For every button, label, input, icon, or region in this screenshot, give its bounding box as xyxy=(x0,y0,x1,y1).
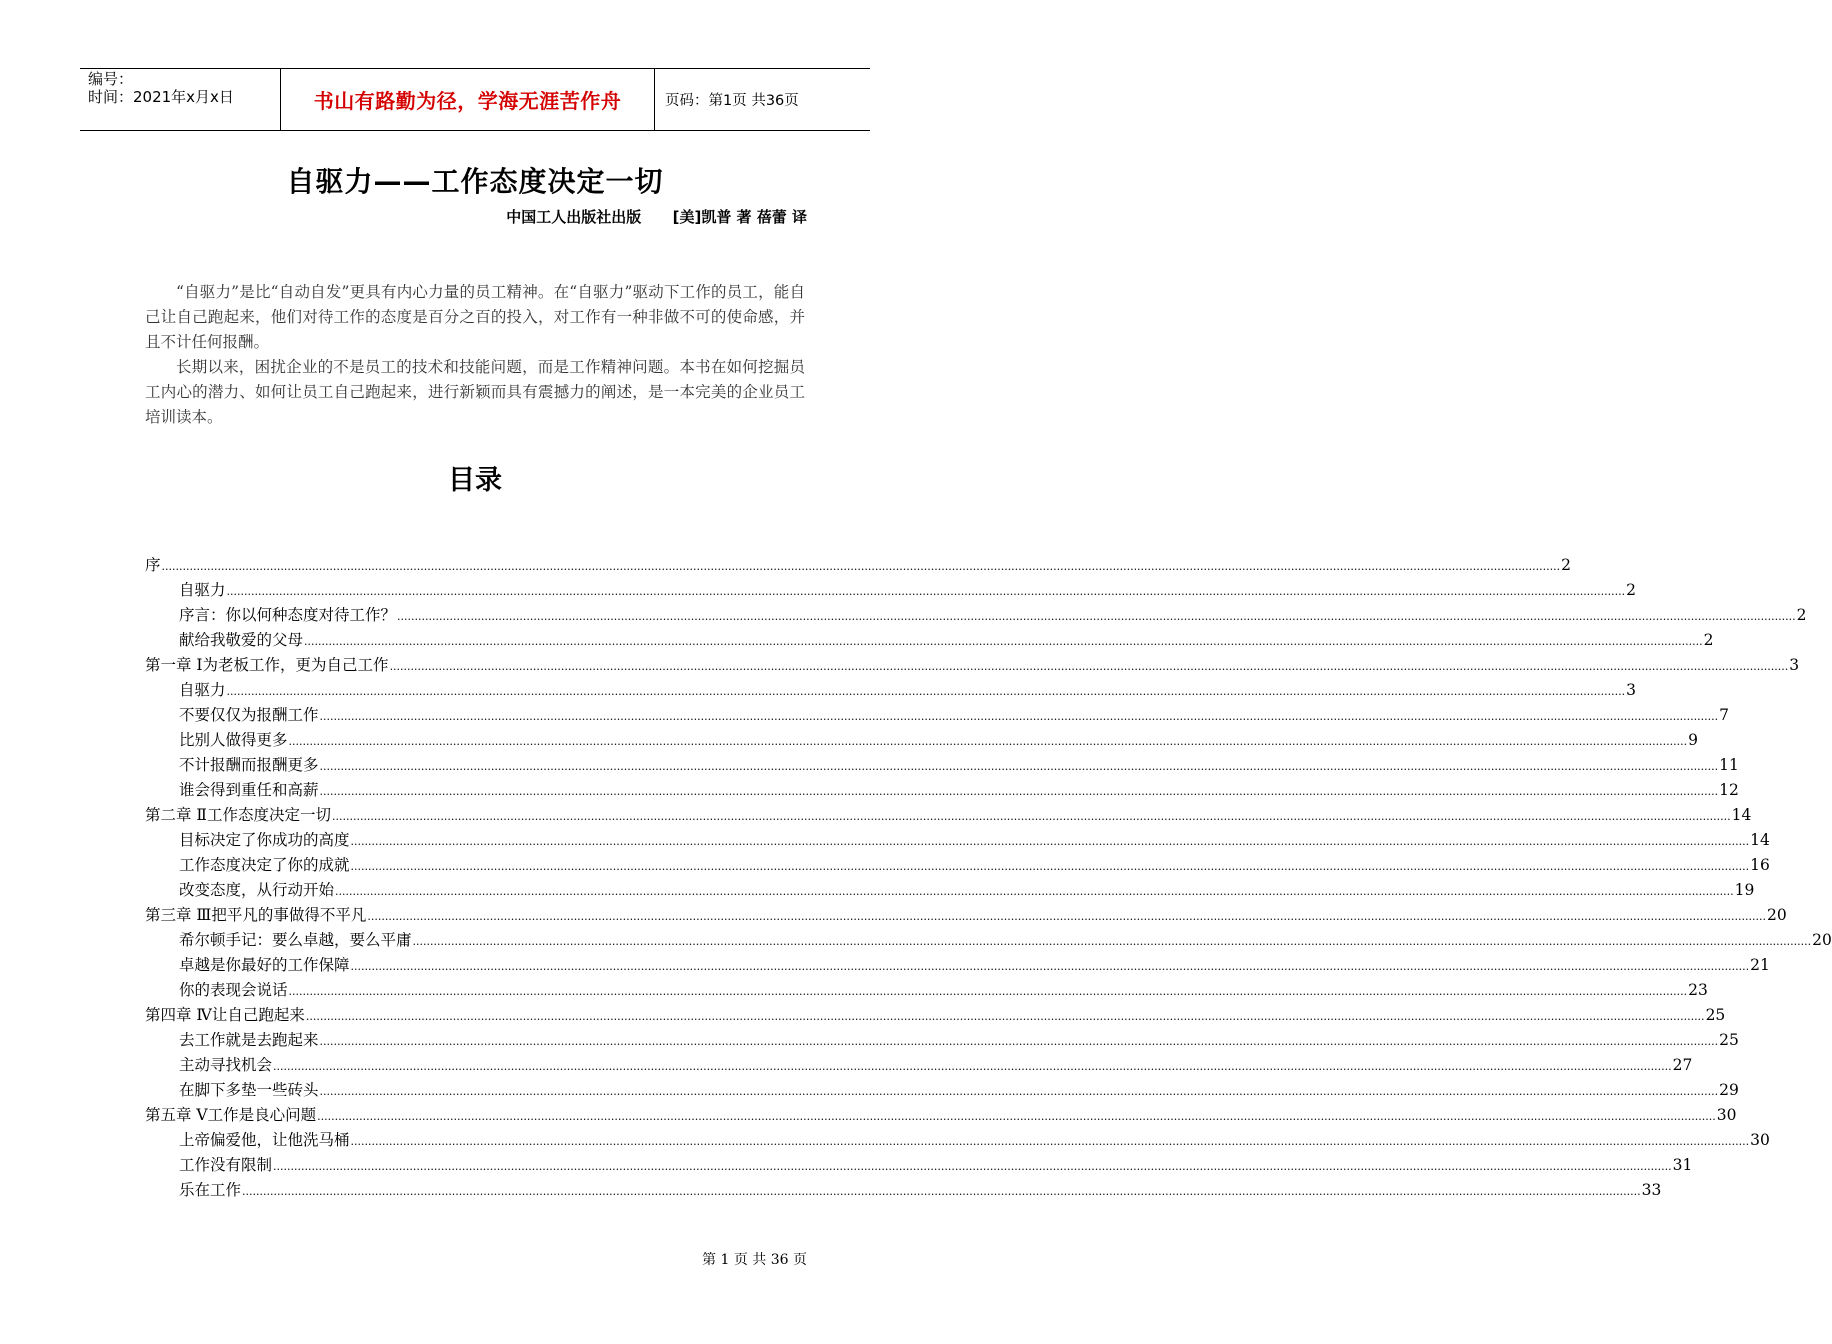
toc-page-number: 14 xyxy=(1750,831,1770,849)
toc-entry[interactable] xyxy=(145,1053,1693,1078)
toc-entry-text: 自驱力 xyxy=(179,681,226,699)
toc-entry-text: 目标决定了你成功的高度 xyxy=(179,831,350,849)
toc-dot-leader: ................................................................................................................................................................................................................................................................................................................................................................................................................ xyxy=(331,810,1731,823)
toc-entry[interactable] xyxy=(145,803,1752,828)
toc-entry[interactable] xyxy=(145,578,1637,603)
toc-entry-text: 你的表现会说话 xyxy=(179,981,288,999)
header-meta xyxy=(80,69,281,130)
toc-entry-text: 第五章 Ⅴ工作是良心问题 xyxy=(145,1106,317,1124)
toc-entry[interactable] xyxy=(145,753,1739,778)
toc-entry[interactable] xyxy=(145,828,1770,853)
toc-entry[interactable] xyxy=(145,903,1787,928)
toc-dot-leader: ................................................................................................................................................................................................................................................................................................................................................................................................................ xyxy=(242,1185,1641,1198)
toc-page-number: 16 xyxy=(1750,856,1770,874)
toc-page-number: 30 xyxy=(1750,1131,1770,1149)
toc-entry[interactable] xyxy=(145,978,1708,1003)
document-date-label: 时间：2021年x月x日 xyxy=(88,88,234,106)
toc-entry-text: 去工作就是去跑起来 xyxy=(179,1031,319,1049)
toc-entry-text: 卓越是你最好的工作保障 xyxy=(179,956,350,974)
toc-dot-leader: ................................................................................................................................................................................................................................................................................................................................................................................................................ xyxy=(319,785,1719,798)
toc-page-number: 20 xyxy=(1812,931,1832,949)
toc-page-number: 2 xyxy=(1796,606,1807,624)
toc-page-number: 21 xyxy=(1750,956,1770,974)
toc-entry[interactable] xyxy=(145,1028,1739,1053)
toc-entry-text: 改变态度，从行动开始 xyxy=(179,881,335,899)
toc-dot-leader: ................................................................................................................................................................................................................................................................................................................................................................................................................ xyxy=(350,960,1750,973)
toc-dot-leader: ................................................................................................................................................................................................................................................................................................................................................................................................................ xyxy=(226,585,1626,598)
toc-entry-text: 献给我敬爱的父母 xyxy=(179,631,304,649)
toc-dot-leader: ................................................................................................................................................................................................................................................................................................................................................................................................................ xyxy=(389,660,1789,673)
toc-entry[interactable] xyxy=(145,1178,1662,1203)
header-page-number: 页码：第1页 共36页 xyxy=(665,93,799,109)
toc-page-number: 2 xyxy=(1626,581,1637,599)
toc-entry-text: 自驱力 xyxy=(179,581,226,599)
toc-entry[interactable] xyxy=(145,553,1572,578)
toc-dot-leader: ................................................................................................................................................................................................................................................................................................................................................................................................................ xyxy=(319,1035,1719,1048)
toc-page-number: 11 xyxy=(1719,756,1739,774)
toc-entry[interactable] xyxy=(145,728,1699,753)
table-of-contents xyxy=(145,553,1832,1203)
toc-title: 目录 xyxy=(448,465,502,496)
toc-page-number: 2 xyxy=(1703,631,1714,649)
page-header xyxy=(80,68,870,131)
toc-page-number: 20 xyxy=(1767,906,1787,924)
toc-page-number: 25 xyxy=(1719,1031,1739,1049)
toc-entry[interactable] xyxy=(145,1003,1726,1028)
toc-dot-leader: ................................................................................................................................................................................................................................................................................................................................................................................................................ xyxy=(273,1060,1672,1073)
footer-page-number: 第 1 页 共 36 页 xyxy=(702,1252,807,1268)
toc-dot-leader: ................................................................................................................................................................................................................................................................................................................................................................................................................ xyxy=(273,1160,1672,1173)
toc-entry-text: 乐在工作 xyxy=(179,1181,242,1199)
toc-dot-leader: ................................................................................................................................................................................................................................................................................................................................................................................................................ xyxy=(288,735,1688,748)
toc-dot-leader: ................................................................................................................................................................................................................................................................................................................................................................................................................ xyxy=(350,835,1750,848)
publisher-line: 中国工人出版社出版 [美]凯普 著 蓓蕾 译 xyxy=(506,208,807,226)
toc-page-number: 23 xyxy=(1688,981,1708,999)
toc-entry[interactable] xyxy=(145,1078,1739,1103)
toc-entry-text: 比别人做得更多 xyxy=(179,731,288,749)
toc-dot-leader: ................................................................................................................................................................................................................................................................................................................................................................................................................ xyxy=(305,1010,1705,1023)
toc-entry[interactable] xyxy=(145,1153,1693,1178)
toc-dot-leader: ................................................................................................................................................................................................................................................................................................................................................................................................................ xyxy=(304,635,1703,648)
toc-entry-text: 工作没有限制 xyxy=(179,1156,273,1174)
toc-page-number: 29 xyxy=(1719,1081,1739,1099)
toc-dot-leader: ................................................................................................................................................................................................................................................................................................................................................................................................................ xyxy=(319,1085,1719,1098)
toc-dot-leader: ................................................................................................................................................................................................................................................................................................................................................................................................................ xyxy=(226,685,1626,698)
toc-entry-text: 谁会得到重任和高薪 xyxy=(179,781,319,799)
toc-entry[interactable] xyxy=(145,603,1807,628)
toc-entry-text: 第一章 Ⅰ为老板工作，更为自己工作 xyxy=(145,656,389,674)
header-motto: 书山有路勤为径，学海无涯苦作舟 xyxy=(281,69,655,130)
intro-paragraph-2: 长期以来，困扰企业的不是员工的技术和技能问题，而是工作精神问题。本书在如何挖掘员工内心的潜力、如何让员工自己跑起来，进行新颖而具有震撼力的阐述，是一本完美的企业员工培训读本。 xyxy=(145,358,805,426)
toc-entry-text: 第二章 Ⅱ工作态度决定一切 xyxy=(145,806,331,824)
toc-dot-leader: ................................................................................................................................................................................................................................................................................................................................................................................................................ xyxy=(397,610,1796,623)
toc-dot-leader: ................................................................................................................................................................................................................................................................................................................................................................................................................ xyxy=(412,935,1812,948)
toc-entry[interactable] xyxy=(145,928,1832,953)
toc-entry-text: 在脚下多垫一些砖头 xyxy=(179,1081,319,1099)
toc-dot-leader: ................................................................................................................................................................................................................................................................................................................................................................................................................ xyxy=(367,910,1767,923)
toc-entry[interactable] xyxy=(145,853,1770,878)
toc-dot-leader: ................................................................................................................................................................................................................................................................................................................................................................................................................ xyxy=(350,1135,1750,1148)
toc-entry[interactable] xyxy=(145,878,1755,903)
toc-page-number: 19 xyxy=(1734,881,1755,899)
toc-entry-text: 不计报酬而报酬更多 xyxy=(179,756,319,774)
toc-dot-leader: ................................................................................................................................................................................................................................................................................................................................................................................................................ xyxy=(317,1110,1716,1123)
toc-entry-text: 不要仅仅为报酬工作 xyxy=(179,706,319,724)
toc-page-number: 33 xyxy=(1641,1181,1662,1199)
toc-page-number: 14 xyxy=(1731,806,1752,824)
toc-entry-text: 序言：你以何种态度对待工作？ xyxy=(179,606,397,624)
toc-entry-text: 第三章 Ⅲ把平凡的事做得不平凡 xyxy=(145,906,367,924)
toc-page-number: 30 xyxy=(1716,1106,1737,1124)
toc-dot-leader: ................................................................................................................................................................................................................................................................................................................................................................................................................ xyxy=(161,560,1561,573)
toc-page-number: 7 xyxy=(1719,706,1730,724)
toc-dot-leader: ................................................................................................................................................................................................................................................................................................................................................................................................................ xyxy=(319,710,1719,723)
toc-entry[interactable] xyxy=(145,628,1714,653)
toc-entry[interactable] xyxy=(145,778,1739,803)
toc-dot-leader: ................................................................................................................................................................................................................................................................................................................................................................................................................ xyxy=(319,760,1719,773)
toc-entry-text: 序 xyxy=(145,556,161,574)
toc-page-number: 12 xyxy=(1719,781,1739,799)
toc-entry[interactable] xyxy=(145,653,1800,678)
toc-entry-text: 工作态度决定了你的成就 xyxy=(179,856,350,874)
toc-entry[interactable] xyxy=(145,678,1637,703)
document-title: 自驱力——工作态度决定一切 xyxy=(286,165,664,198)
toc-dot-leader: ................................................................................................................................................................................................................................................................................................................................................................................................................ xyxy=(350,860,1750,873)
intro-paragraph-1: “自驱力”是比“自动自发”更具有内心力量的员工精神。在“自驱力”驱动下工作的员工，能自己让自己跑起来，他们对待工作的态度是百分之百的投入，对工作有一种非做不可的使命感，并且不计任何报酬。 xyxy=(145,283,805,351)
toc-page-number: 2 xyxy=(1561,556,1572,574)
toc-page-number: 31 xyxy=(1672,1156,1693,1174)
toc-entry[interactable] xyxy=(145,953,1770,978)
toc-entry-text: 希尔顿手记：要么卓越，要么平庸 xyxy=(179,931,412,949)
toc-entry-text: 上帝偏爱他，让他洗马桶 xyxy=(179,1131,350,1149)
toc-page-number: 27 xyxy=(1672,1056,1693,1074)
toc-page-number: 3 xyxy=(1789,656,1800,674)
toc-entry-text: 第四章 Ⅳ让自己跑起来 xyxy=(145,1006,305,1024)
toc-dot-leader: ................................................................................................................................................................................................................................................................................................................................................................................................................ xyxy=(288,985,1688,998)
toc-entry[interactable] xyxy=(145,1128,1770,1153)
toc-entry[interactable] xyxy=(145,1103,1737,1128)
toc-dot-leader: ................................................................................................................................................................................................................................................................................................................................................................................................................ xyxy=(335,885,1734,898)
toc-page-number: 9 xyxy=(1688,731,1699,749)
document-number-label: 编号： xyxy=(88,70,134,88)
toc-entry[interactable] xyxy=(145,703,1730,728)
toc-page-number: 3 xyxy=(1626,681,1637,699)
toc-page-number: 25 xyxy=(1705,1006,1726,1024)
toc-entry-text: 主动寻找机会 xyxy=(179,1056,273,1074)
